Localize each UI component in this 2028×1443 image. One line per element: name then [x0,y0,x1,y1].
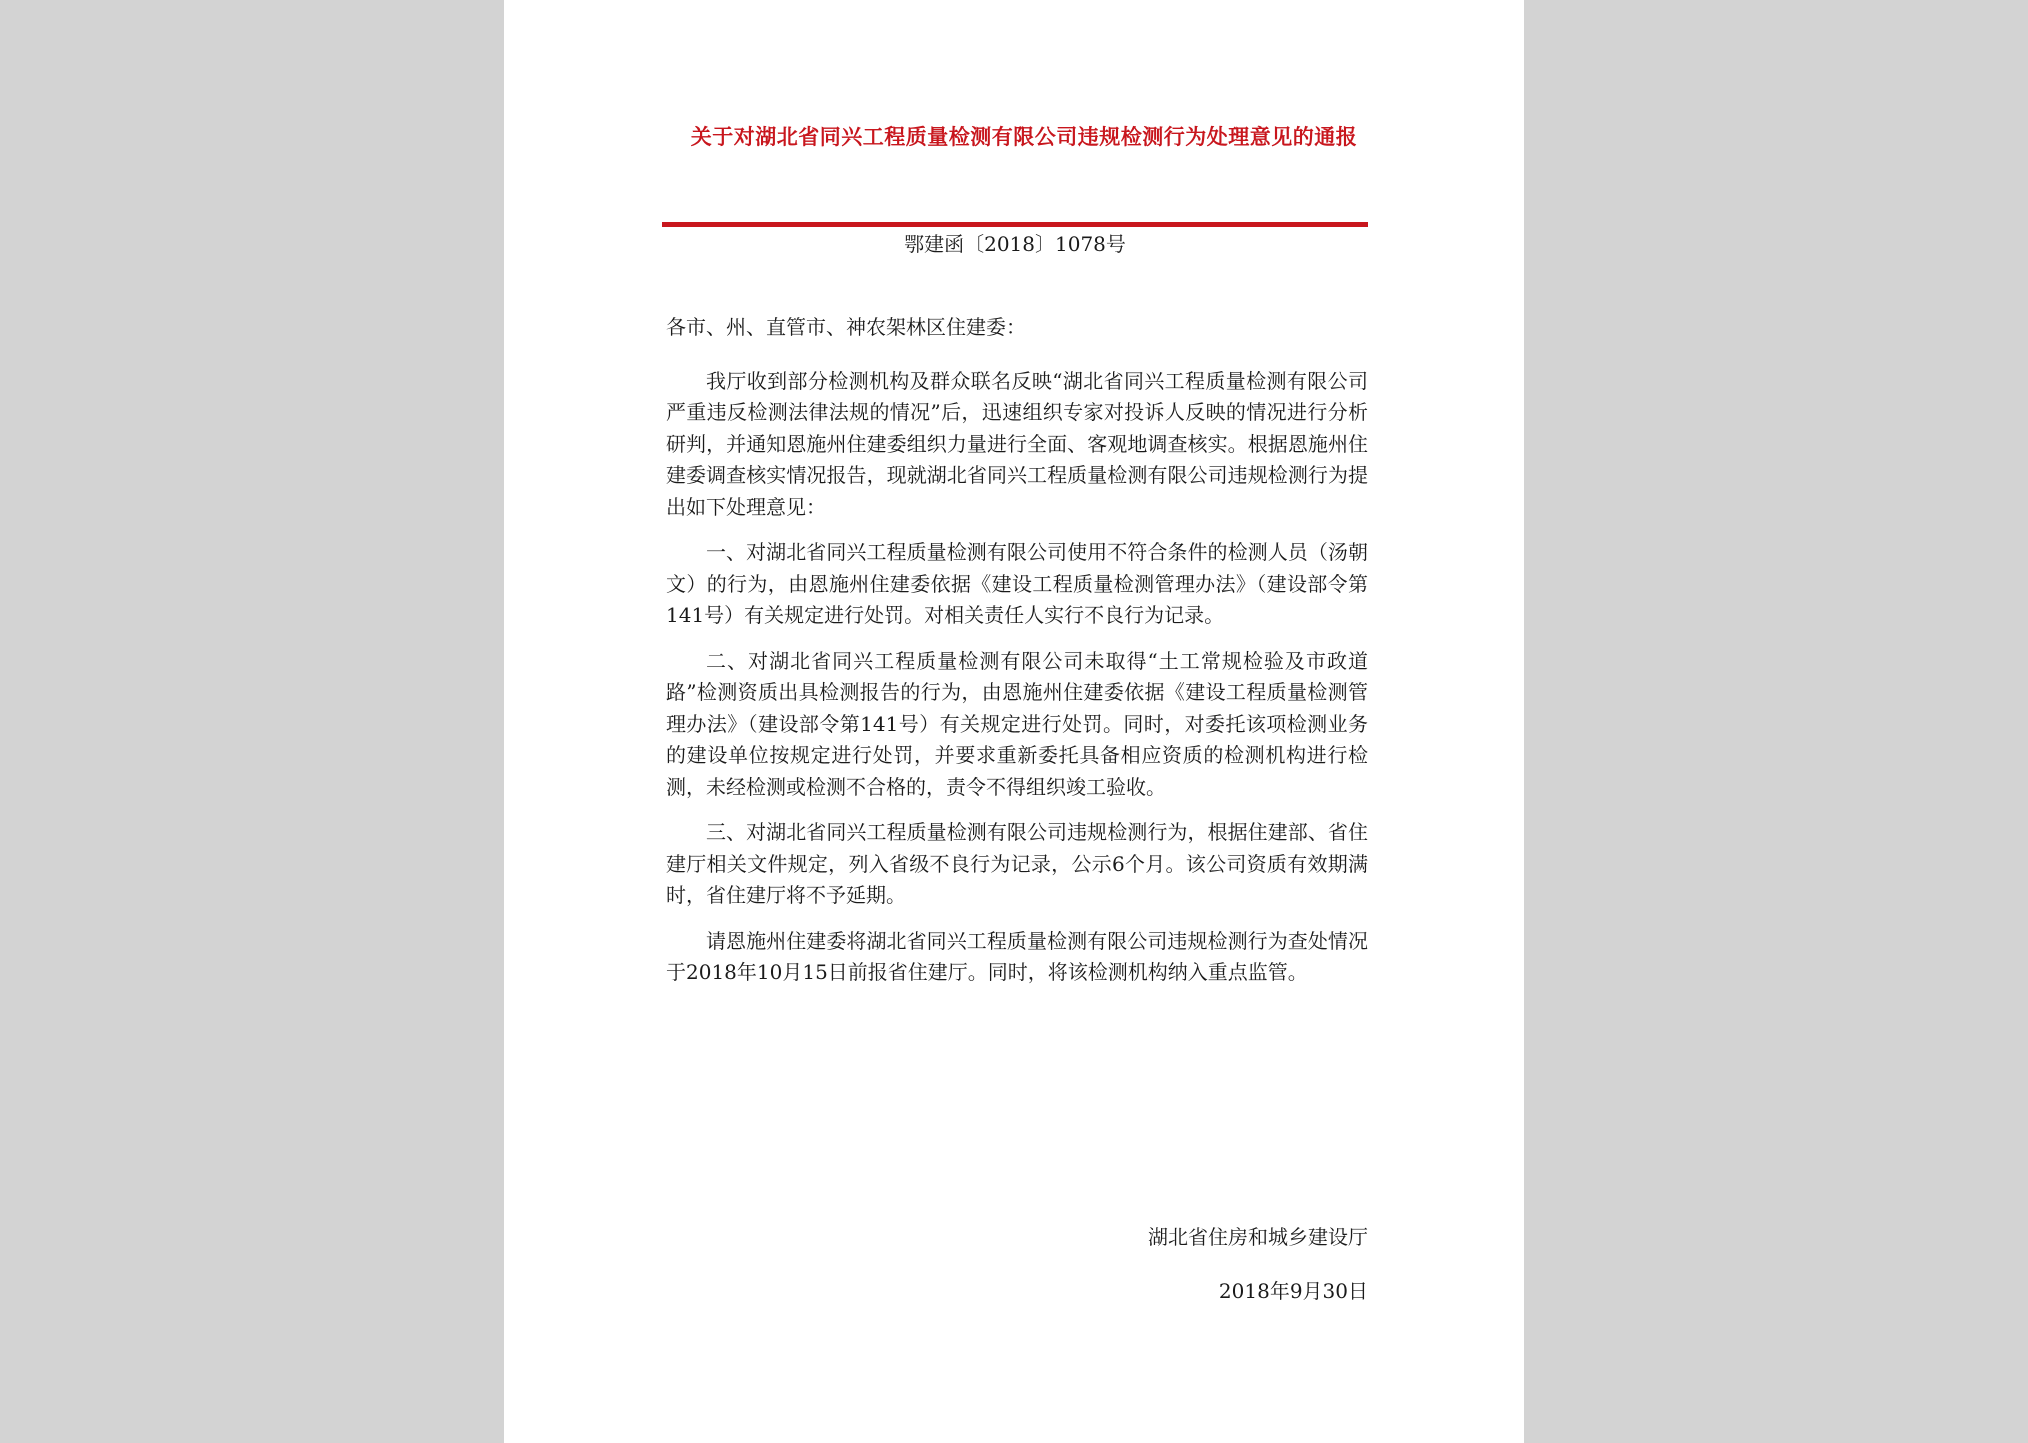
red-header-rule [662,222,1368,227]
paragraph-item-3: 三、对湖北省同兴工程质量检测有限公司违规检测行为，根据住建部、省住建厅相关文件规定，列入省级不良行为记录，公示6个月。该公司资质有效期满时，省住建厅将不予延期。 [666,820,1368,907]
document-number: 鄂建函〔2018〕1078号 [904,232,1126,256]
document-page [504,0,1524,1443]
salutation: 各市、州、直管市、神农架林区住建委： [666,315,1026,339]
paragraph-item-1: 一、对湖北省同兴工程质量检测有限公司使用不符合条件的检测人员（汤朝文）的行为，由恩施州住建委依据《建设工程质量检测管理办法》（建设部令第141号）有关规定进行处罚。对相关责任人实行不良行为记录。 [666,540,1368,627]
document-body [666,312,1368,1003]
signature-organization: 湖北省住房和城乡建设厅 [1148,1225,1368,1249]
signature-date: 2018年9月30日 [1218,1279,1368,1303]
paragraph-item-2: 二、对湖北省同兴工程质量检测有限公司未取得“土工常规检验及市政道路”检测资质出具检测报告的行为，由恩施州住建委依据《建设工程质量检测管理办法》（建设部令第141号）有关规定进行处罚。同时，对委托该项检测业务的建设单位按规定进行处罚，并要求重新委托具备相应资质的检测机构进行检测，未经检测或检测不合格的，责令不得组织竣工验收。 [666,648,1368,799]
document-title: 关于对湖北省同兴工程质量检测有限公司违规检测行为处理意见的通报 [690,124,1358,149]
paragraph-closing: 请恩施州住建委将湖北省同兴工程质量检测有限公司违规检测行为查处情况于2018年10月15日前报省住建厅。同时，将该检测机构纳入重点监管。 [666,928,1368,984]
paragraph-intro: 我厅收到部分检测机构及群众联名反映“湖北省同兴工程质量检测有限公司严重违反检测法律法规的情况”后，迅速组织专家对投诉人反映的情况进行分析研判，并通知恩施州住建委组织力量进行全面、客观地调查核实。根据恩施州住建委调查核实情况报告，现就湖北省同兴工程质量检测有限公司违规检测行为提出如下处理意见： [666,368,1368,519]
